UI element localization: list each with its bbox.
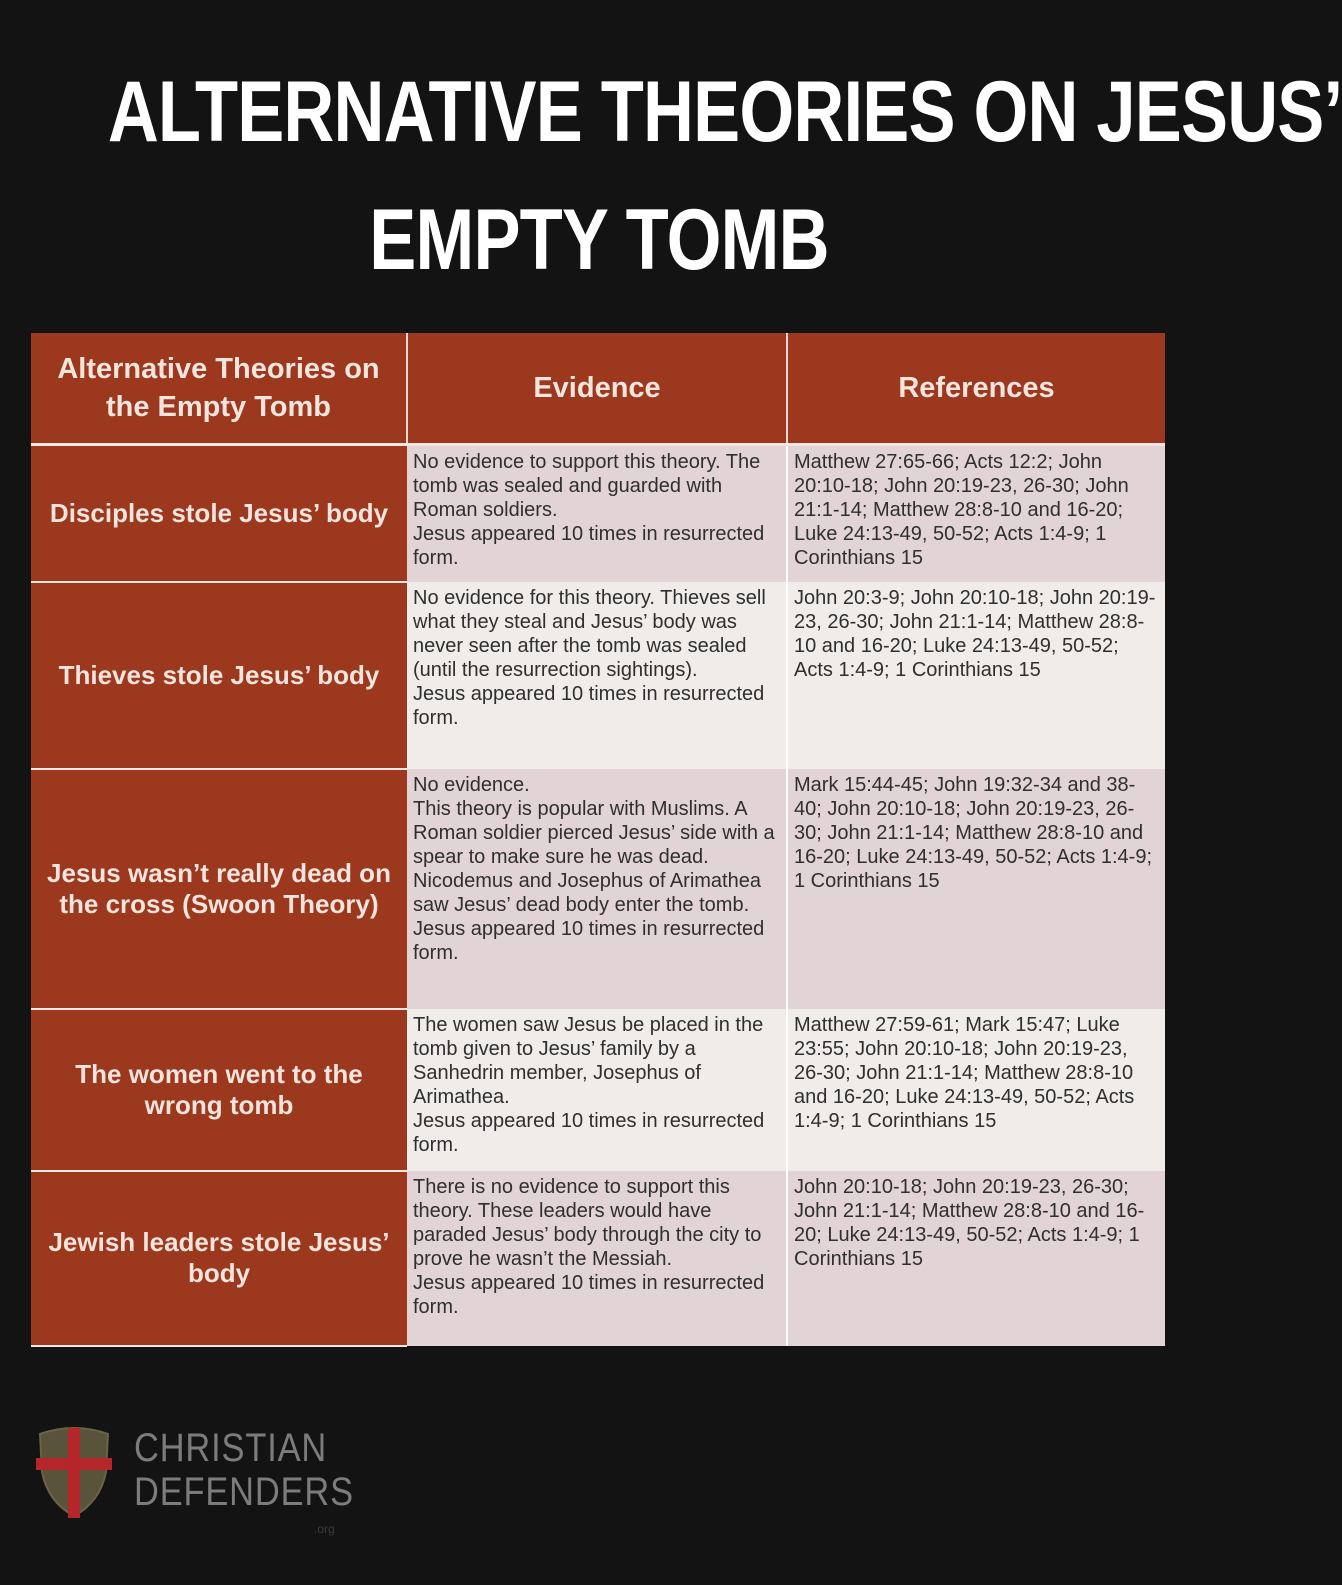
references-cell: John 20:3-9; John 20:10-18; John 20:19-23, 26-30; John 21:1-14; Matthew 28:8-10 and 16-20; Luke 24:13-49, 50-52; Acts 1:4-9; 1 Corinthians 15 — [787, 582, 1165, 769]
logo-wordmark — [134, 1426, 354, 1514]
logo-line-2: DEFENDERS — [134, 1470, 354, 1514]
logo-line-1: CHRISTIAN — [134, 1426, 328, 1470]
evidence-cell: The women saw Jesus be placed in the tomb given to Jesus’ family by a Sanhedrin member, Josephus of Arimathea. Jesus appeared 10 times in resurrected form. — [407, 1009, 787, 1171]
table-row — [31, 445, 1165, 582]
table-header-row — [31, 333, 1165, 445]
table-row — [31, 1009, 1165, 1171]
evidence-cell: No evidence. This theory is popular with Muslims. A Roman soldier pierced Jesus’ side with a spear to make sure he was dead. Nicodemus and Josephus of Arimathea saw Jesus’ dead body enter the tomb. Jesus appeared 10 times in resurrected form. — [407, 769, 787, 1009]
shield-cross-icon — [34, 1424, 114, 1520]
table-body — [31, 445, 1165, 1346]
theory-cell: Disciples stole Jesus’ body — [31, 445, 407, 582]
theory-cell: The women went to the wrong tomb — [31, 1009, 407, 1171]
theories-table — [31, 333, 1165, 1347]
table-row — [31, 769, 1165, 1009]
column-header-references: References — [787, 333, 1165, 445]
theory-cell: Jesus wasn’t really dead on the cross (Swoon Theory) — [31, 769, 407, 1009]
references-cell: Matthew 27:59-61; Mark 15:47; Luke 23:55; John 20:10-18; John 20:19-23, 26-30; John 21:1-14; Matthew 28:8-10 and 16-20; Luke 24:13-49, 50-52; Acts 1:4-9; 1 Corinthians 15 — [787, 1009, 1165, 1171]
references-cell: Mark 15:44-45; John 19:32-34 and 38-40; John 20:10-18; John 20:19-23, 26-30; John 21:1-14; Matthew 28:8-10 and 16-20; Luke 24:13-49, 50-52; Acts 1:4-9; 1 Corinthians 15 — [787, 769, 1165, 1009]
page-title — [107, 48, 1342, 304]
page-title-line-2: EMPTY TOMB — [369, 192, 829, 288]
evidence-cell: No evidence for this theory. Thieves sell what they steal and Jesus’ body was never seen after the tomb was sealed (until the resurrection sightings). Jesus appeared 10 times in resurrected form. — [407, 582, 787, 769]
references-cell: Matthew 27:65-66; Acts 12:2; John 20:10-18; John 20:19-23, 26-30; John 21:1-14; Matthew 28:8-10 and 16-20; Luke 24:13-49, 50-52; Acts 1:4-9; 1 Corinthians 15 — [787, 445, 1165, 582]
evidence-cell: There is no evidence to support this theory. These leaders would have paraded Jesus’ body through the city to prove he wasn’t the Messiah. Jesus appeared 10 times in resurrected form. — [407, 1171, 787, 1346]
column-header-theory: Alternative Theories on the Empty Tomb — [31, 333, 407, 445]
page-title-line-1: ALTERNATIVE THEORIES ON JESUS’ — [107, 64, 1342, 160]
column-header-evidence: Evidence — [407, 333, 787, 445]
christian-defenders-logo — [34, 1424, 364, 1544]
table-row — [31, 1171, 1165, 1346]
evidence-cell: No evidence to support this theory. The tomb was sealed and guarded with Roman soldiers. Jesus appeared 10 times in resurrected form. — [407, 445, 787, 582]
logo-domain-suffix: .org — [314, 1522, 335, 1536]
theory-cell: Jewish leaders stole Jesus’ body — [31, 1171, 407, 1346]
theory-cell: Thieves stole Jesus’ body — [31, 582, 407, 769]
references-cell: John 20:10-18; John 20:19-23, 26-30; John 21:1-14; Matthew 28:8-10 and 16-20; Luke 24:13-49, 50-52; Acts 1:4-9; 1 Corinthians 15 — [787, 1171, 1165, 1346]
table-row — [31, 582, 1165, 769]
